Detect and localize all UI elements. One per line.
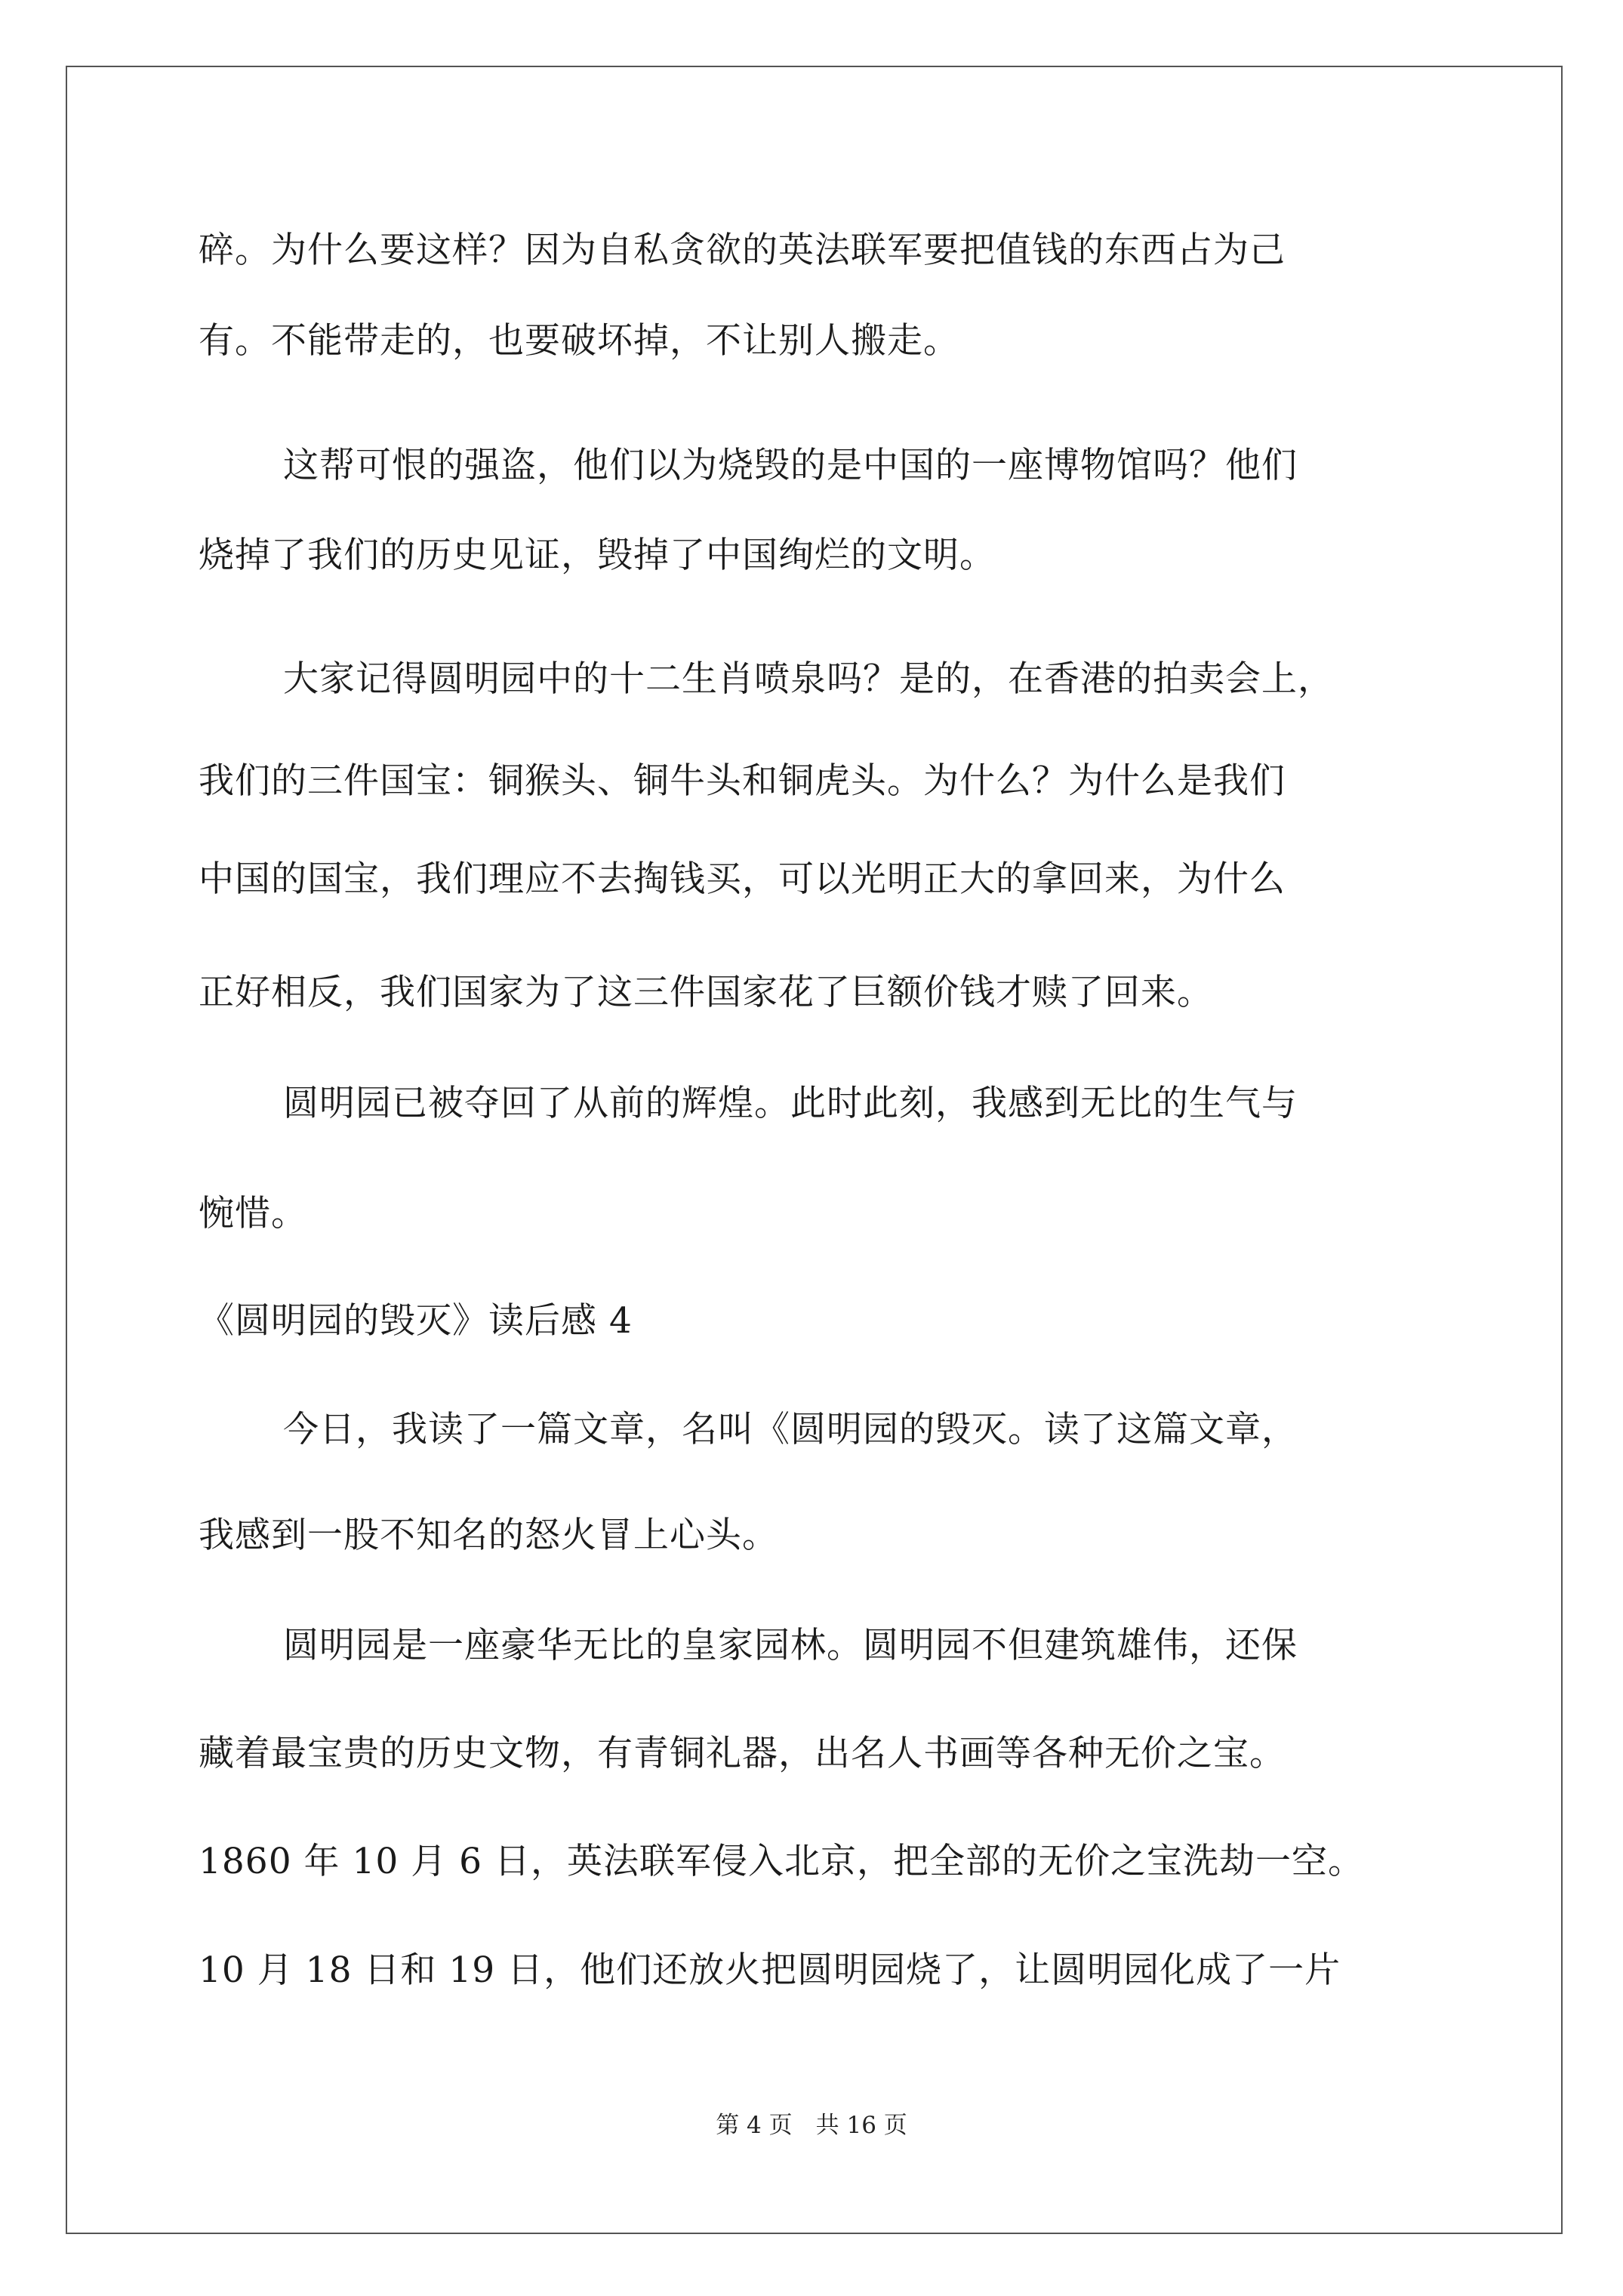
text-line: 圆明园是一座豪华无比的皇家园林。圆明园不但建筑雄伟，还保 bbox=[283, 1625, 1298, 1666]
text-line: 1860 年 10 月 6 日，英法联军侵入北京，把全部的无价之宝洗劫一空。 bbox=[199, 1841, 1365, 1882]
page-footer: 第 4 页 共 16 页 bbox=[716, 2112, 907, 2139]
text-line: 藏着最宝贵的历史文物，有青铜礼器，出名人书画等各种无价之宝。 bbox=[199, 1733, 1286, 1774]
text-line: 我们的三件国宝：铜猴头、铜牛头和铜虎头。为什么？为什么是我们 bbox=[199, 760, 1286, 802]
text-line: 大家记得圆明园中的十二生肖喷泉吗？是的，在香港的拍卖会上， bbox=[283, 658, 1334, 700]
section-heading: 《圆明园的毁灭》读后感 4 bbox=[199, 1300, 633, 1342]
text-line: 烧掉了我们的历史见证，毁掉了中国绚烂的文明。 bbox=[199, 535, 996, 576]
text-line: 碎。为什么要这样？因为自私贪欲的英法联军要把值钱的东西占为己 bbox=[199, 230, 1286, 271]
text-line: 正好相反，我们国家为了这三件国家花了巨额价钱才赎了回来。 bbox=[199, 972, 1213, 1013]
text-line: 中国的国宝，我们理应不去掏钱买，可以光明正大的拿回来，为什么 bbox=[199, 858, 1286, 900]
text-line: 有。不能带走的，也要破坏掉，不让别人搬走。 bbox=[199, 320, 959, 362]
text-line: 圆明园已被夺回了从前的辉煌。此时此刻，我感到无比的生气与 bbox=[283, 1083, 1298, 1124]
text-line: 我感到一股不知名的怒火冒上心头。 bbox=[199, 1515, 778, 1556]
text-line: 惋惜。 bbox=[199, 1193, 307, 1234]
page-border bbox=[66, 66, 1563, 2234]
text-line: 今日，我读了一篇文章，名叫《圆明园的毁灭。读了这篇文章， bbox=[283, 1409, 1298, 1450]
text-line: 这帮可恨的强盗，他们以为烧毁的是中国的一座博物馆吗？他们 bbox=[283, 445, 1298, 486]
text-line: 10 月 18 日和 19 日，他们还放火把圆明园烧了，让圆明园化成了一片 bbox=[199, 1949, 1341, 1991]
